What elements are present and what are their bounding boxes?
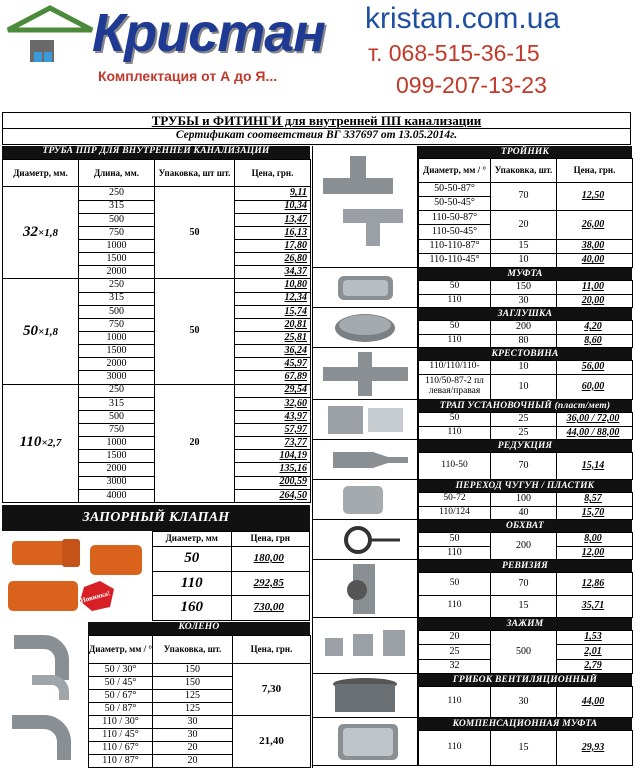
revision-bar: РЕВИЗИЯ	[418, 560, 632, 572]
phone-2[interactable]: 099-207-13-23	[396, 72, 547, 98]
revision-icon	[313, 560, 417, 618]
elbow-table	[88, 635, 310, 768]
coupling-image	[313, 268, 418, 308]
tee-icon	[313, 146, 417, 268]
pipe-length: 2000	[79, 463, 155, 476]
pipe-length: 1000	[79, 437, 155, 450]
cross-section	[313, 348, 632, 400]
tee-dia: 110-110-87°	[419, 239, 491, 253]
comp-icon	[313, 718, 417, 766]
pipe-price: 34,37	[235, 266, 311, 279]
elbow-h-pack: Упаковка, шт.	[153, 636, 233, 664]
adapter-price: 15,70	[557, 506, 633, 520]
valve-h-dia: Диаметр, мм	[153, 532, 232, 547]
pipe-price: 73,77	[235, 437, 311, 450]
vent-dia: 110	[419, 687, 491, 718]
valve-price: 292,85	[231, 571, 310, 596]
comp-pack: 15	[491, 731, 557, 766]
trap-dia: 110	[419, 426, 491, 440]
elbow-pack: 30	[153, 716, 233, 729]
elbow-icon	[2, 622, 88, 768]
elbow-price: 21,40	[233, 716, 311, 768]
vent-section	[313, 674, 632, 718]
tee-dia: 110-110-45°	[419, 253, 491, 267]
elbow-dia: 50 / 87°	[89, 703, 153, 716]
elbow-pack: 20	[153, 742, 233, 755]
tee-pack: 15	[491, 239, 557, 253]
pipe-wall-value: ×1,8	[37, 325, 59, 338]
pipe-pack: 50	[155, 279, 235, 384]
elbow-image	[2, 622, 88, 768]
site-url[interactable]: kristan.com.ua	[365, 2, 561, 35]
reducer-image	[313, 440, 418, 480]
pipe-price: 43,97	[235, 410, 311, 423]
tee-section	[313, 146, 632, 268]
pipe-length: 315	[79, 200, 155, 213]
revision-image	[313, 560, 418, 618]
clip-dia: 25	[419, 645, 491, 659]
comp-price: 29,93	[557, 731, 633, 766]
clamp-pack: 200	[491, 533, 557, 560]
pipe-length: 2000	[79, 266, 155, 279]
clip-pack: 500	[491, 631, 557, 674]
vent-pack: 30	[491, 687, 557, 718]
elbow-h-dia: Диаметр, мм / °	[89, 636, 153, 664]
elbow-dia: 50 / 67°	[89, 690, 153, 703]
pipe-length: 250	[79, 187, 155, 200]
tee-pack: 10	[491, 253, 557, 267]
pipe-price: 264,50	[235, 489, 311, 502]
clip-price: 1,53	[557, 631, 633, 645]
pipe-price: 200,59	[235, 476, 311, 489]
cap-icon	[313, 308, 417, 348]
adapter-dia: 50-72	[419, 493, 491, 507]
pipe-price: 15,74	[235, 305, 311, 318]
elbow-price: 7,30	[233, 664, 311, 716]
pipe-length: 750	[79, 423, 155, 436]
trap-bar: ТРАП УСТАНОВОЧНЫЙ (пласт/мет)	[418, 400, 632, 412]
cap-pack: 80	[491, 334, 557, 348]
clip-image	[313, 618, 418, 674]
clamp-bar: ОБХВАТ	[418, 520, 632, 532]
pipe-length: 3000	[79, 476, 155, 489]
reducer-dia: 110-50	[419, 453, 491, 480]
trap-price: 44,00 / 88,00	[557, 426, 633, 440]
pipe-price: 135,16	[235, 463, 311, 476]
pipes-h-price: Цена, грн.	[235, 160, 311, 187]
pipe-dia-value: 110	[19, 434, 42, 451]
cross-price: 56,00	[557, 361, 633, 375]
valve-dia: 50	[153, 547, 232, 572]
vent-icon	[313, 674, 417, 718]
vent-bar: ГРИБОК ВЕНТИЛЯЦИОННЫЙ	[418, 674, 632, 686]
tee-dia: 50-50-45°	[419, 197, 491, 211]
pipe-price: 25,81	[235, 331, 311, 344]
pipe-price: 10,80	[235, 279, 311, 292]
coupling-price: 11,00	[557, 281, 633, 295]
pipe-price: 12,34	[235, 292, 311, 305]
pipe-diameter	[3, 187, 79, 279]
pipe-length: 1500	[79, 345, 155, 358]
cross-pack: 10	[491, 361, 557, 375]
elbow-pack: 30	[153, 729, 233, 742]
valve-h-price: Цена, грн	[231, 532, 310, 547]
tee-h-pack: Упаковка, шт.	[491, 159, 557, 183]
cross-dia: 110/50-87-2 пл левая/правая	[419, 374, 491, 399]
tee-h-price: Цена, грн.	[557, 159, 633, 183]
elbow-pack: 150	[153, 664, 233, 677]
pipe-length: 750	[79, 226, 155, 239]
pipe-length: 315	[79, 397, 155, 410]
tee-dia: 50-50-87°	[419, 183, 491, 197]
elbow-dia: 110 / 45°	[89, 729, 153, 742]
logo	[0, 0, 360, 100]
pipe-length: 500	[79, 410, 155, 423]
trap-dia: 50	[419, 413, 491, 427]
valve-price: 180,00	[231, 547, 310, 572]
tee-dia: 110-50-87°	[419, 211, 491, 225]
brand-name: Кристан	[92, 3, 325, 63]
pipes-table	[2, 159, 310, 503]
clamp-dia: 110	[419, 546, 491, 560]
cap-section	[313, 308, 632, 348]
coupling-price: 20,00	[557, 294, 633, 308]
page-title-text: ТРУБЫ и ФИТИНГИ для внутренней ПП канализации	[151, 113, 482, 128]
pipe-price: 20,81	[235, 318, 311, 331]
clamp-image	[313, 520, 418, 560]
clip-icon	[313, 618, 417, 674]
coupling-section	[313, 268, 632, 308]
clip-price: 2,01	[557, 645, 633, 659]
pipe-length: 250	[79, 279, 155, 292]
coupling-bar: МУФТА	[418, 268, 632, 280]
pipes-h-pack: Упаковка, шт шт.	[155, 160, 235, 187]
elbow-dia: 50 / 30°	[89, 664, 153, 677]
phone-1[interactable]: т. 068-515-36-15	[368, 40, 540, 66]
reducer-price: 15,14	[557, 453, 633, 480]
reducer-section	[313, 440, 632, 480]
trap-image	[313, 400, 418, 440]
pipe-dia-value: 50	[22, 322, 38, 339]
pipe-diameter	[3, 279, 79, 384]
coupling-pack: 150	[491, 281, 557, 295]
clip-price: 2,79	[557, 659, 633, 673]
tee-price: 38,00	[557, 239, 633, 253]
pipe-length: 500	[79, 213, 155, 226]
pipe-pack: 50	[155, 187, 235, 279]
elbow-dia: 110 / 67°	[89, 742, 153, 755]
pipe-length: 4000	[79, 489, 155, 502]
page-title	[2, 112, 631, 129]
elbow-bar: КОЛЕНО	[88, 622, 310, 635]
cross-icon	[313, 348, 417, 400]
valve-dia: 160	[153, 596, 232, 621]
clamp-section	[313, 520, 632, 560]
vent-image	[313, 674, 418, 718]
pipe-length: 1000	[79, 331, 155, 344]
pipes-h-dia: Диаметр, мм.	[3, 160, 79, 187]
new-badge: Новинка!	[79, 589, 111, 605]
pipe-length: 750	[79, 318, 155, 331]
pipe-dia-value: 32	[22, 224, 38, 241]
pipe-length: 250	[79, 384, 155, 397]
pipe-wall-value: ×2,7	[41, 437, 62, 450]
valve-image	[2, 531, 152, 621]
pipe-price: 104,19	[235, 450, 311, 463]
coupling-icon	[313, 268, 417, 308]
comp-section	[313, 718, 632, 766]
tee-dia: 110-50-45°	[419, 225, 491, 239]
trap-icon	[313, 400, 417, 440]
reducer-bar: РЕДУКЦИЯ	[418, 440, 632, 452]
pipe-price: 67,89	[235, 371, 311, 384]
valve-price: 730,00	[231, 596, 310, 621]
pipe-length: 1500	[79, 450, 155, 463]
cap-bar: ЗАГЛУШКА	[418, 308, 632, 320]
coupling-dia: 50	[419, 281, 491, 295]
pipe-pack: 20	[155, 384, 235, 502]
adapter-icon	[313, 480, 417, 520]
pipe-diameter	[3, 384, 79, 502]
elbow-h-price: Цена, грн.	[233, 636, 311, 664]
trap-section	[313, 400, 632, 440]
comp-bar: КОМПЕНСАЦИОННАЯ МУФТА	[418, 718, 632, 730]
adapter-image	[313, 480, 418, 520]
pipe-length: 1500	[79, 253, 155, 266]
trap-pack: 25	[491, 413, 557, 427]
valve-icon	[2, 531, 152, 621]
pipe-price: 16,13	[235, 226, 311, 239]
tee-h-dia: Диаметр, мм / °	[419, 159, 491, 183]
tee-price: 26,00	[557, 211, 633, 239]
clip-dia: 20	[419, 631, 491, 645]
cross-pack: 10	[491, 374, 557, 399]
tee-image	[313, 146, 418, 268]
cap-image	[313, 308, 418, 348]
elbow-dia: 110 / 87°	[89, 755, 153, 768]
right-column	[312, 146, 631, 768]
revision-price: 35,71	[557, 595, 633, 618]
clamp-icon	[313, 520, 417, 560]
valve-bar: ЗАПОРНЫЙ КЛАПАН	[2, 505, 310, 531]
tee-price: 12,50	[557, 183, 633, 211]
elbow-pack: 20	[153, 755, 233, 768]
coupling-dia: 110	[419, 294, 491, 308]
revision-dia: 50	[419, 573, 491, 596]
pipe-length: 315	[79, 292, 155, 305]
certificate	[2, 129, 631, 145]
pipe-price: 10,34	[235, 200, 311, 213]
cross-price: 60,00	[557, 374, 633, 399]
vent-price: 44,00	[557, 687, 633, 718]
clip-dia: 32	[419, 659, 491, 673]
tee-pack: 20	[491, 211, 557, 239]
pipe-price: 17,80	[235, 240, 311, 253]
clip-bar: ЗАЖИМ	[418, 618, 632, 630]
adapter-pack: 40	[491, 506, 557, 520]
cap-dia: 50	[419, 321, 491, 335]
coupling-pack: 30	[491, 294, 557, 308]
adapter-bar: ПЕРЕХОД ЧУГУН / ПЛАСТИК	[418, 480, 632, 492]
trap-pack: 25	[491, 426, 557, 440]
adapter-dia: 110/124	[419, 506, 491, 520]
elbow-pack: 125	[153, 703, 233, 716]
adapter-pack: 100	[491, 493, 557, 507]
tee-price: 40,00	[557, 253, 633, 267]
cap-pack: 200	[491, 321, 557, 335]
trap-price: 36,00 / 72,00	[557, 413, 633, 427]
revision-dia: 110	[419, 595, 491, 618]
reducer-icon	[313, 440, 417, 480]
revision-price: 12,86	[557, 573, 633, 596]
tee-pack: 70	[491, 183, 557, 211]
pipe-length: 2000	[79, 358, 155, 371]
pipe-length: 500	[79, 305, 155, 318]
adapter-section	[313, 480, 632, 520]
valve-table	[152, 531, 310, 621]
revision-section	[313, 560, 632, 618]
cap-dia: 110	[419, 334, 491, 348]
clamp-price: 8,00	[557, 533, 633, 547]
pipe-length: 1000	[79, 240, 155, 253]
pipe-price: 32,60	[235, 397, 311, 410]
elbow-pack: 125	[153, 690, 233, 703]
cap-price: 8,60	[557, 334, 633, 348]
cross-dia: 110/110/110-	[419, 361, 491, 375]
adapter-price: 8,57	[557, 493, 633, 507]
clip-section	[313, 618, 632, 674]
clamp-price: 12,00	[557, 546, 633, 560]
elbow-pack: 150	[153, 677, 233, 690]
revision-pack: 15	[491, 595, 557, 618]
cross-bar: КРЕСТОВИНА	[418, 348, 632, 360]
revision-pack: 70	[491, 573, 557, 596]
pipe-wall-value: ×1,8	[37, 227, 59, 240]
tee-bar: ТРОЙНИК	[418, 146, 632, 158]
pipe-price: 26,80	[235, 253, 311, 266]
cross-image	[313, 348, 418, 400]
pipe-price: 36,24	[235, 345, 311, 358]
elbow-dia: 110 / 30°	[89, 716, 153, 729]
valve-dia: 110	[153, 571, 232, 596]
comp-image	[313, 718, 418, 766]
pipes-h-len: Длина, мм.	[79, 160, 155, 187]
pipe-price: 29,54	[235, 384, 311, 397]
cap-price: 4,20	[557, 321, 633, 335]
pipe-price: 57,97	[235, 423, 311, 436]
pipes-bar: ТРУБА ППР ДЛЯ ВНУТРЕННЕЙ КАНАЛИЗАЦИИ	[2, 146, 310, 159]
brand-tagline: Комплектация от А до Я...	[98, 68, 278, 84]
comp-dia: 110	[419, 731, 491, 766]
clamp-dia: 50	[419, 533, 491, 547]
elbow-dia: 50 / 45°	[89, 677, 153, 690]
pipe-price: 13,47	[235, 213, 311, 226]
pipe-price: 9,11	[235, 187, 311, 200]
pipe-price: 45,97	[235, 358, 311, 371]
pipe-length: 3000	[79, 371, 155, 384]
certificate-text: Сертификат соответствия ВГ 337697 от 13.05.2014г.	[175, 129, 458, 141]
reducer-pack: 70	[491, 453, 557, 480]
